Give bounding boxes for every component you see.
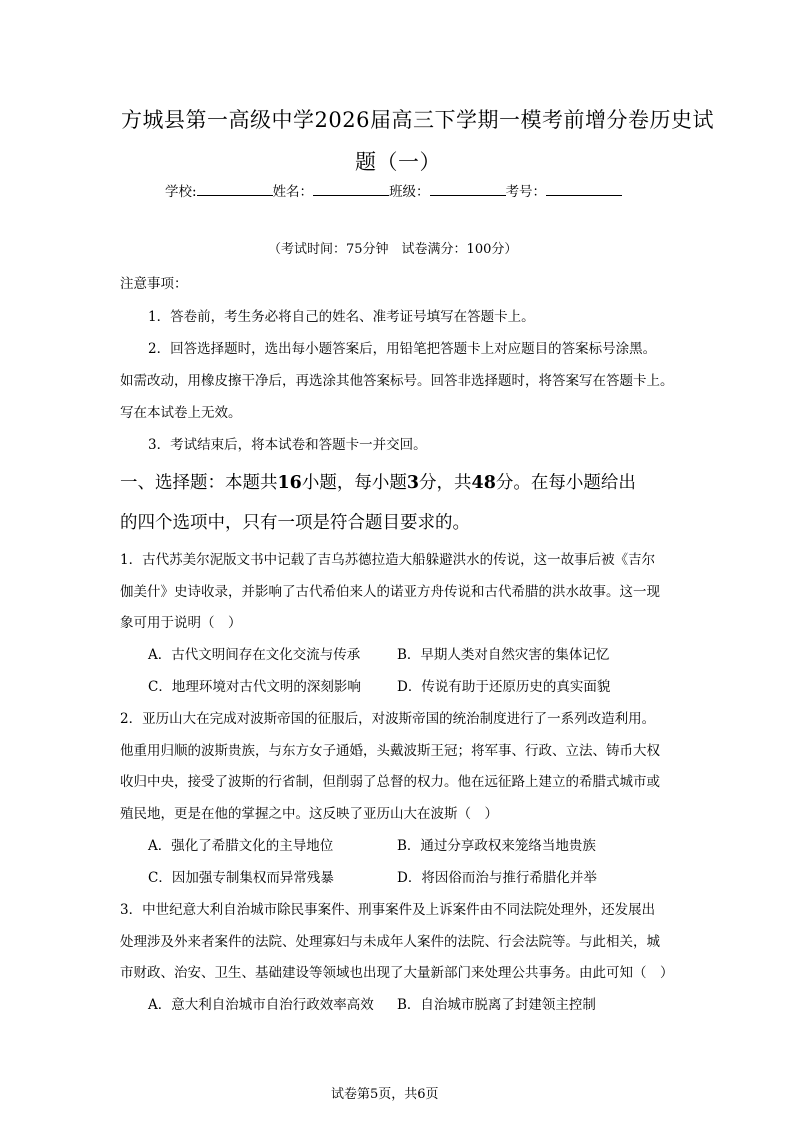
q1-line3: 象可用于说明（ ） (120, 615, 242, 631)
q2-line4: 殖民地，更是在他的掌握之中。这反映了亚历山大在波斯（ ） (120, 806, 498, 822)
notes-heading: 注意事项： (120, 276, 188, 292)
note-2-line3: 写在本试卷上无效。 (120, 405, 242, 421)
q1-option-b: B．早期人类对自然灾害的集体记忆 (397, 647, 610, 663)
exam-meta: （考试时间：75分钟 试卷满分：100分） (268, 242, 518, 257)
q2-option-b: B．通过分享政权来笼络当地贵族 (397, 838, 596, 854)
page-title-line1: 方城县第一高级中学2026届高三下学期一模考前增分卷历史试 (121, 108, 714, 132)
class-label: 班级： (389, 184, 430, 200)
school-blank (197, 181, 273, 196)
page-footer: 试卷第5页，共6页 (331, 1087, 439, 1102)
q3-line1: 3．中世纪意大利自治城市除民事案件、刑事案件及上诉案件由不同法院处理外，还发展出 (120, 902, 656, 918)
q2-option-a: A．强化了希腊文化的主导地位 (148, 838, 334, 854)
name-blank (313, 181, 389, 196)
student-info (165, 180, 622, 200)
section-heading-line2: 的四个选项中，只有一项是符合题目要求的。 (120, 513, 470, 533)
q2-line2: 他重用归顺的波斯贵族，与东方女子通婚，头戴波斯王冠；将军事、行政、立法、铸币大权 (120, 743, 660, 759)
q2-line1: 2．亚历山大在完成对波斯帝国的征服后，对波斯帝国的统治制度进行了一系列改造利用。 (120, 711, 656, 727)
number-blank (546, 181, 622, 196)
class-blank (430, 181, 506, 196)
q3-line2: 处理涉及外来者案件的法院、处理寡妇与未成年人案件的法院、行会法院等。与此相关，城 (120, 934, 660, 950)
q1-option-c: C．地理环境对古代文明的深刻影响 (148, 679, 361, 695)
q3-line3: 市财政、治安、卫生、基础建设等领域也出现了大量新部门来处理公共事务。由此可知（ ） (120, 965, 674, 981)
q2-line3: 收归中央，接受了波斯的行省制，但削弱了总督的权力。他在远征路上建立的希腊式城市或 (120, 774, 660, 790)
note-2-line2: 如需改动，用橡皮擦干净后，再选涂其他答案标号。回答非选择题时，将答案写在答题卡上。 (120, 373, 674, 389)
section-heading-line1: 一、选择题：本题共16小题，每小题3分，共48分。在每小题给出 (120, 473, 636, 493)
q2-option-d: D．将因俗而治与推行希腊化并举 (397, 870, 597, 886)
page-title-line2: 题（一） (355, 150, 441, 174)
q1-option-a: A．古代文明间存在文化交流与传承 (148, 647, 361, 663)
q1-option-d: D．传说有助于还原历史的真实面貌 (397, 679, 611, 695)
q2-option-c: C．因加强专制集权而异常残暴 (148, 870, 334, 886)
q1-line1: 1．古代苏美尔泥版文书中记载了吉乌苏德拉造大船躲避洪水的传说，这一故事后被《吉尔 (120, 552, 656, 568)
number-label: 考号： (505, 184, 547, 200)
school-label: 学校: (165, 184, 197, 200)
note-2-line1: 2．回答选择题时，选出每小题答案后，用铅笔把答题卡上对应题目的答案标号涂黑。 (148, 341, 657, 357)
note-1: 1．答卷前，考生务必将自己的姓名、准考证号填写在答题卡上。 (148, 309, 535, 325)
name-label: 姓名： (272, 184, 314, 200)
q3-option-a: A．意大利自治城市自治行政效率高效 (148, 997, 374, 1013)
note-3: 3．考试结束后，将本试卷和答题卡一并交回。 (148, 437, 427, 453)
q1-line2: 伽美什》史诗收录，并影响了古代希伯来人的诺亚方舟传说和古代希腊的洪水故事。这一现 (120, 584, 660, 600)
q3-option-b: B．自治城市脱离了封建领主控制 (397, 997, 596, 1013)
